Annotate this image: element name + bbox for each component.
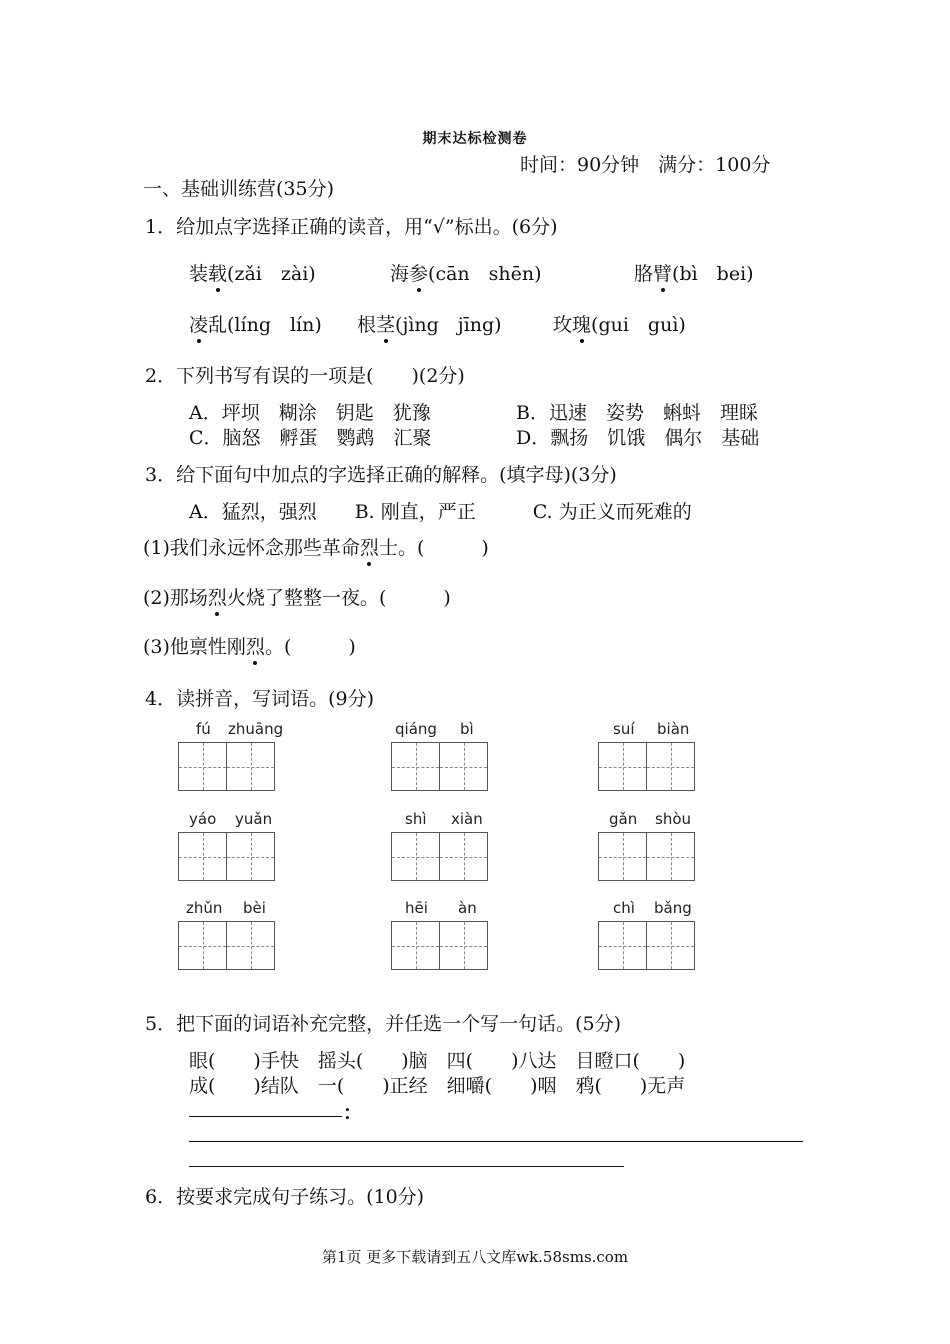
q5-idioms-row: 眼( )手快 摇头( )脑 四( )八达 目瞪口( ) — [189, 1050, 686, 1072]
writing-grid[interactable] — [598, 921, 695, 970]
page-title: 期末达标检测卷 — [422, 131, 528, 147]
q5-prompt: 5．把下面的词语补充完整，并任选一个写一句话。(5分) — [145, 1013, 622, 1035]
q5-idioms-row: 成( )结队 一( )正经 细嚼( )咽 鸦( )无声 — [189, 1075, 686, 1097]
q2-option-a: A．坪坝 糊涂 钥匙 犹豫 — [189, 402, 431, 424]
pinyin-label: àn — [458, 899, 477, 917]
pinyin-label: shì — [405, 810, 427, 828]
pinyin-label: chì — [613, 899, 635, 917]
time-info: 时间：90分钟 满分：100分 — [520, 154, 771, 176]
q1-item: 胳臂(bì bei) — [634, 259, 754, 286]
q2-option-b: B．迅速 姿势 蝌蚪 理睬 — [516, 402, 758, 424]
pinyin-label: zhǔn — [186, 899, 223, 917]
q1-prompt: 1．给加点字选择正确的读音，用“√”标出。(6分) — [145, 216, 558, 238]
q1-item: 装载(zǎi zài) — [189, 259, 316, 286]
pinyin-label: bèi — [243, 899, 266, 917]
pinyin-label: biàn — [657, 720, 690, 738]
answer-line[interactable] — [189, 1116, 342, 1117]
writing-grid[interactable] — [178, 921, 275, 970]
answer-line[interactable] — [189, 1166, 624, 1167]
q3-sentence: (3)他禀性刚烈。( ) — [143, 632, 356, 659]
q3-sentence: (2)那场烈火烧了整整一夜。( ) — [143, 583, 451, 610]
q1-item: 玫瑰(gui guì) — [553, 310, 686, 337]
pinyin-label: gǎn — [609, 810, 638, 828]
pinyin-label: yuǎn — [235, 810, 273, 828]
writing-grid[interactable] — [178, 742, 275, 791]
pinyin-label: hēi — [405, 899, 428, 917]
section-heading: 一、基础训练营(35分) — [143, 178, 335, 200]
writing-grid[interactable] — [598, 832, 695, 881]
q3-sentence: (1)我们永远怀念那些革命烈士。( ) — [143, 533, 489, 560]
q2-prompt: 2．下列书写有误的一项是( )(2分) — [145, 365, 465, 387]
answer-line[interactable] — [189, 1141, 803, 1142]
q3-options: A．猛烈，强烈 B. 刚直，严正 C. 为正义而死难的 — [189, 501, 692, 523]
pinyin-label: xiàn — [451, 810, 483, 828]
q2-option-c: C．脑怒 孵蛋 鹦鹉 汇聚 — [189, 427, 432, 449]
writing-grid[interactable] — [391, 742, 488, 791]
q6-prompt: 6．按要求完成句子练习。(10分) — [145, 1186, 425, 1208]
pinyin-label: yáo — [189, 810, 217, 828]
pinyin-label: fú — [196, 720, 211, 738]
q1-item: 根茎(jìng jīng) — [357, 310, 502, 337]
q1-item: 海参(cān shēn) — [390, 259, 542, 286]
q2-option-d: D．飘扬 饥饿 偶尔 基础 — [516, 427, 760, 449]
colon: ： — [343, 1102, 363, 1124]
pinyin-label: bǎng — [654, 899, 692, 917]
page-footer: 第1页 更多下载请到五八文库wk.58sms.com — [321, 1248, 629, 1266]
writing-grid[interactable] — [391, 832, 488, 881]
writing-grid[interactable] — [598, 742, 695, 791]
writing-grid[interactable] — [178, 832, 275, 881]
writing-grid[interactable] — [391, 921, 488, 970]
pinyin-label: bì — [460, 720, 474, 738]
q4-prompt: 4．读拼音，写词语。(9分) — [145, 688, 375, 710]
pinyin-label: suí — [613, 720, 635, 738]
pinyin-label: zhuāng — [228, 720, 284, 738]
q1-item: 凌乱(líng lín) — [189, 310, 322, 337]
pinyin-label: qiáng — [395, 720, 437, 738]
q3-prompt: 3．给下面句中加点的字选择正确的解释。(填字母)(3分) — [145, 464, 617, 486]
pinyin-label: shòu — [655, 810, 692, 828]
